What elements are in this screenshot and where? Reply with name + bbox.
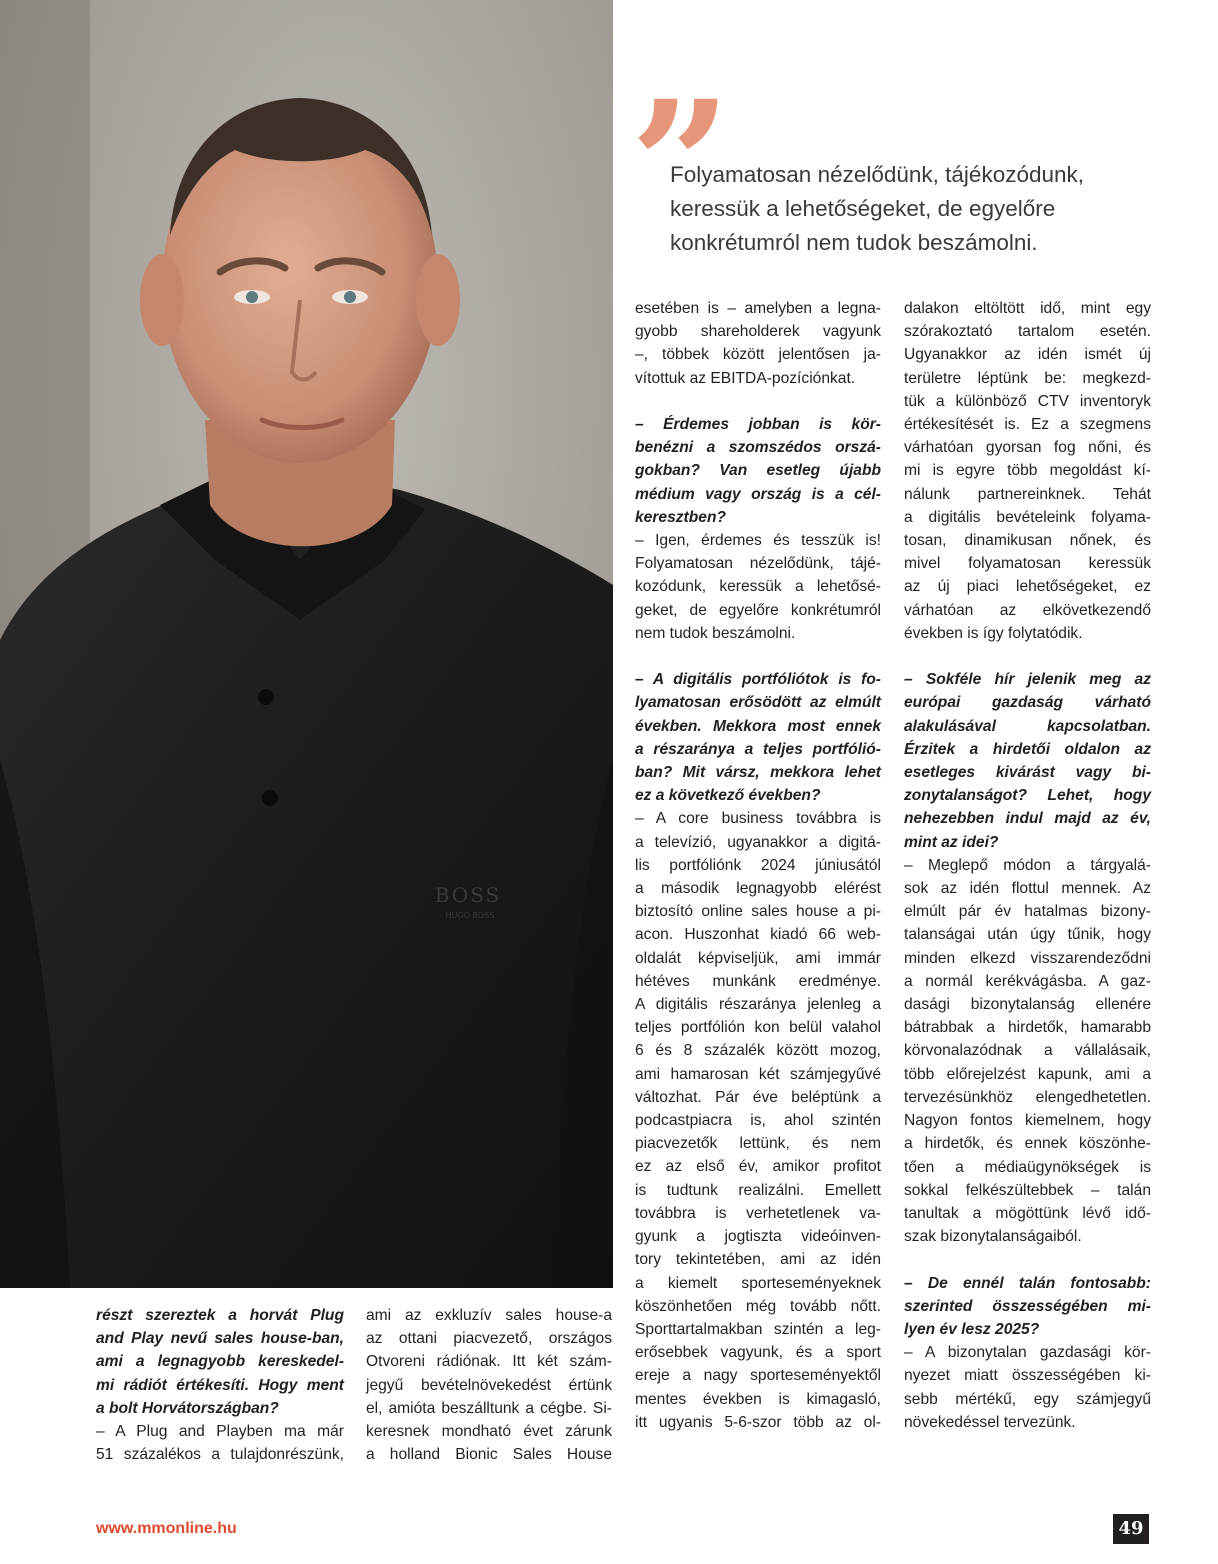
body-line: tory tekintetében, ami az idén (635, 1251, 881, 1269)
question-line: gokban? Van esetleg újabb (635, 462, 881, 480)
body-line: minden elkezd visszarendeződni (904, 949, 1151, 967)
question-line: zonytalanságot? Lehet, hogy (904, 787, 1151, 805)
body-line: értékesítését is. Ez a szegmens (904, 416, 1151, 434)
article-column-2 (366, 1304, 612, 1466)
body-line: nyezet miatt összességében ki- (904, 1367, 1151, 1385)
pull-quote-line: keressük a lehetőségeket, de egyelőre (670, 196, 1056, 221)
shirt-logo: BOSS (434, 883, 502, 907)
body-line: az új piaci lehetőségeket, ez (904, 578, 1151, 596)
question-line: mi rádiót értékesíti. Hogy ment (96, 1376, 344, 1394)
body-line: gyobb shareholderek vagyunk (635, 323, 881, 341)
body-line: bátrabbak a hirdetők, hamarabb (904, 1019, 1151, 1037)
body-line: geket, de egyelőre konkrétumról (635, 601, 881, 619)
quote-mark-icon: ” (630, 62, 718, 269)
body-line: várhatóan az elkövetkezendő (904, 601, 1151, 619)
question-line: esetleges kivárást vagy bi- (904, 764, 1151, 782)
paragraph-gap (635, 645, 881, 668)
question-line: ami a legnagyobb kereskedel- (96, 1353, 344, 1371)
body-line: 6 és 8 százalék között mozog, (635, 1042, 881, 1060)
body-line: az ottani piacvezető, országos (366, 1330, 612, 1348)
body-line: biztosító online sales house a pi- (635, 903, 881, 921)
body-line: sokkal felkészültebbek – talán (904, 1181, 1151, 1199)
body-line: talanságai után úgy tűnik, hogy (904, 926, 1151, 944)
body-line: elmúlt pár év hatalmas bizony- (904, 903, 1151, 921)
question-line: mint az idei? (904, 833, 999, 851)
body-line: – A core business továbbra is (635, 810, 881, 828)
body-line: tanultak a mögöttünk lévő idő- (904, 1204, 1151, 1222)
body-line: dasági bizonytalanság ellenére (904, 996, 1151, 1014)
body-line: acon. Huszonhat kiadó 66 web- (635, 926, 881, 944)
body-line: ez az első év, amikor profitot (635, 1158, 881, 1176)
body-line: várhatóan gyorsan fog nőni, és (904, 439, 1151, 457)
question-line: – Érdemes jobban is kör- (635, 416, 881, 433)
question-line: a bolt Horvátországban? (96, 1399, 279, 1417)
body-line: oldalát képviseljük, ami immár (635, 949, 881, 967)
body-line: a normál kerékvágásba. A gaz- (904, 972, 1151, 990)
body-line: köszönhetően még tovább nőtt. (635, 1297, 881, 1315)
body-line: podcastpiacra is, ahol szintén (635, 1112, 881, 1130)
question-line: lyamatosan erősödött az elmúlt (635, 694, 881, 712)
body-line: a televízió, ugyanakkor a digitá- (635, 833, 881, 851)
body-line: továbbra is verhetetlenek va- (635, 1204, 881, 1222)
paragraph-gap (635, 390, 881, 413)
body-line: Ugyanakkor az idén ismét új (904, 346, 1151, 364)
body-line: dalakon eltöltött idő, mint egy (904, 300, 1151, 317)
body-line: mi is egyre több megoldást kí- (904, 462, 1151, 480)
body-line: tően a médiaügynökségek is (904, 1158, 1151, 1176)
body-line: – Meglepő módon a tárgyalá- (904, 856, 1151, 874)
body-line: hétéves munkánk eredménye. (635, 972, 881, 990)
article-column-3 (635, 297, 881, 1434)
question-line: benézni a szomszédos orszá- (635, 439, 881, 457)
question-line: nehezebben indul majd az év, (904, 810, 1151, 828)
body-line: Sporttartalmakban szintén a leg- (635, 1320, 881, 1338)
question-line: ban? Mit vársz, mekkora lehet (635, 764, 881, 782)
body-line: keresnek mondható évet zárunk (366, 1423, 612, 1441)
body-line: erősebbek vagyunk, és a sport (635, 1344, 881, 1362)
question-line: lyen év lesz 2025? (904, 1320, 1040, 1338)
body-line: szak bizonytalanságaiból. (904, 1228, 1082, 1246)
body-line: – A Plug and Playben ma már (96, 1423, 344, 1441)
question-line: európai gazdaság várható (904, 694, 1151, 712)
body-line: a hirdetők, és ennek köszönhe- (904, 1135, 1151, 1153)
body-line: a digitális bevételeink folyama- (904, 508, 1151, 526)
body-line: nem tudok beszámolni. (635, 624, 796, 642)
pull-quote-line: Folyamatosan nézelődünk, tájékozódunk, (670, 162, 1085, 187)
body-line: – A bizonytalan gazdasági kör- (904, 1344, 1151, 1362)
question-line: médium vagy ország is a cél- (635, 485, 881, 503)
body-line: tosan, dinamikusan nőnek, és (904, 532, 1151, 550)
body-line: mivel folyamatosan keressük (904, 555, 1151, 573)
body-line: itt ugyanis 5-6-szor több az ol- (635, 1413, 881, 1431)
question-line: – Sokféle hír jelenik meg az (904, 671, 1151, 689)
body-line: sok az idén flottul mennek. Az (904, 880, 1151, 898)
body-line: tük a különböző CTV inventoryk (904, 392, 1151, 410)
body-line: nálunk partnereinknek. Tehát (904, 485, 1151, 503)
body-line: gyunk a jogtiszta videóinven- (635, 1228, 881, 1246)
pull-quote-line: konkrétumról nem tudok beszámolni. (670, 230, 1038, 255)
body-line: ereje a nagy sporteseményektől (635, 1367, 881, 1385)
body-line: változhat. Pár éve beléptünk a (635, 1088, 881, 1106)
question-line: and Play nevű sales house-ban, (96, 1330, 344, 1348)
body-line: is tudtunk realizálni. Emellett (635, 1181, 881, 1199)
body-line: –, többek között jelentősen ja- (635, 346, 881, 364)
body-line: szórakoztató tartalom esetén. (904, 323, 1151, 341)
paragraph-gap (904, 645, 1151, 668)
body-line: ami hamarosan két számjegyűvé (635, 1065, 881, 1083)
question-line: Érzitek a hirdetői oldalon az (904, 740, 1151, 758)
body-line: jegyű bevételnövekedést értünk (366, 1376, 612, 1394)
question-line: a részaránya a teljes portfólió- (635, 740, 881, 758)
body-line: 51 százalékos a tulajdonrészünk, (96, 1446, 344, 1464)
body-line: el, amióta beszálltunk a cégbe. Si- (366, 1399, 612, 1417)
body-line: körvonalazódnak a vállalásaik, (904, 1042, 1151, 1060)
body-line: Nagyon fontos kiemelnem, hogy (904, 1112, 1151, 1130)
body-line: Otvoreni rádiónak. Itt két szám- (366, 1353, 612, 1371)
body-line: sebb mértékű, egy számjegyű (904, 1390, 1151, 1408)
body-line: esetében is – amelyben a legna- (635, 300, 881, 317)
question-line: keresztben? (635, 508, 726, 526)
body-line: ami az exkluzív sales house-a (366, 1307, 612, 1324)
article-column-4 (904, 297, 1151, 1434)
shirt-logo-sub: HUGO BOSS (445, 911, 495, 920)
body-line: teljes portfólión kon belül valahol (635, 1019, 881, 1037)
body-line: a holland Bionic Sales House (366, 1446, 612, 1464)
body-line: mentes években is kimagasló, (635, 1390, 881, 1408)
question-line: – De ennél talán fontosabb: (904, 1274, 1151, 1292)
question-line: években. Mekkora most ennek (635, 717, 881, 735)
body-line: növekedéssel tervezünk. (904, 1413, 1076, 1431)
page-number: 49 (1113, 1514, 1149, 1544)
body-line: tervezésünkhöz elengedhetetlen. (904, 1088, 1151, 1106)
pull-quote (670, 158, 1140, 260)
body-line: több előrejelzést kapunk, ami a (904, 1065, 1151, 1083)
portrait-photo (0, 0, 613, 1288)
question-line: alakulásával kapcsolatban. (904, 717, 1151, 735)
body-line: Folyamatosan nézelődünk, tájé- (635, 555, 881, 573)
footer-url: www.mmonline.hu (96, 1520, 237, 1537)
body-line: területre léptünk be: megkezd- (904, 369, 1151, 387)
body-line: A digitális részaránya jelenleg a (635, 996, 881, 1014)
paragraph-gap (904, 1248, 1151, 1271)
question-line: részt szereztek a horvát Plug (96, 1307, 344, 1324)
body-line: a kiemelt sporteseményeknek (635, 1274, 881, 1292)
question-line: ez a következő években? (635, 787, 821, 805)
body-line: kozódunk, keressük a lehetősé- (635, 578, 881, 596)
body-line: piacvezetők lettünk, és nem (635, 1135, 881, 1153)
question-line: – A digitális portfóliótok is fo- (635, 671, 881, 689)
body-line: a második legnagyobb elérést (635, 880, 881, 898)
body-line: vítottuk az EBITDA-pozíciónkat. (635, 369, 856, 387)
article-column-1 (96, 1304, 344, 1466)
body-line: – Igen, érdemes és tesszük is! (635, 532, 881, 550)
question-line: szerinted összességében mi- (904, 1297, 1151, 1315)
body-line: lis portfóliónk 2024 júniusától (635, 856, 881, 874)
body-line: években is így folytatódik. (904, 624, 1083, 642)
